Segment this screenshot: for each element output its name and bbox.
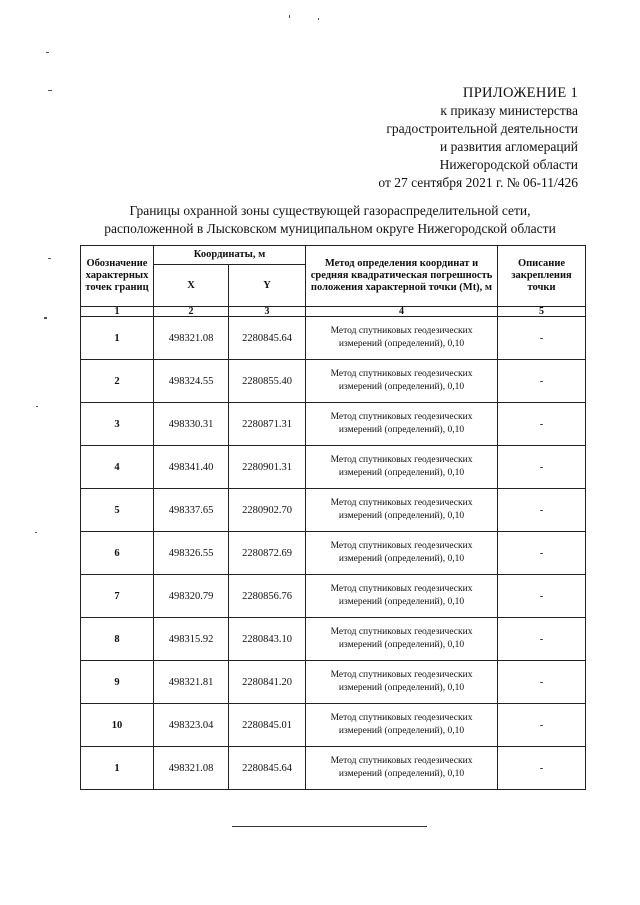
table-row (81, 661, 586, 704)
scan-speck (318, 18, 319, 20)
coord-x: 498326.55 (154, 532, 229, 575)
coord-y: 2280841.20 (229, 661, 306, 704)
header-method: Метод определения координат и средняя квадратическая погрешность положения характерной точки (Mt), м (306, 246, 498, 307)
point-number: 5 (81, 489, 154, 532)
method-cell: Метод спутниковых геодезических измерений (определений), 0,10 (306, 747, 498, 790)
coord-y: 2280845.01 (229, 704, 306, 747)
coord-x: 498321.08 (154, 317, 229, 360)
description-cell: - (498, 704, 586, 747)
coord-x: 498341.40 (154, 446, 229, 489)
description-cell: - (498, 360, 586, 403)
point-number: 2 (81, 360, 154, 403)
method-cell: Метод спутниковых геодезических измерений (определений), 0,10 (306, 360, 498, 403)
document-title (60, 202, 600, 238)
coord-y: 2280872.69 (229, 532, 306, 575)
header-y: Y (229, 265, 306, 307)
scan-speck (289, 15, 290, 18)
coord-x: 498320.79 (154, 575, 229, 618)
description-cell: - (498, 403, 586, 446)
description-cell: - (498, 317, 586, 360)
header-description: Описание закрепления точки (498, 246, 586, 307)
point-number: 4 (81, 446, 154, 489)
title-line: расположенной в Лысковском муниципальном округе Нижегородской области (104, 221, 556, 236)
table-row (81, 446, 586, 489)
point-number: 7 (81, 575, 154, 618)
appendix-block (278, 84, 578, 192)
description-cell: - (498, 747, 586, 790)
method-cell: Метод спутниковых геодезических измерений (определений), 0,10 (306, 704, 498, 747)
table-row (81, 618, 586, 661)
appendix-order-date: от 27 сентября 2021 г. № 06-11/426 (378, 175, 578, 190)
header-x: X (154, 265, 229, 307)
point-number: 1 (81, 317, 154, 360)
scan-speck (36, 406, 38, 407)
coord-y: 2280901.31 (229, 446, 306, 489)
coord-x: 498315.92 (154, 618, 229, 661)
table-row (81, 704, 586, 747)
coord-y: 2280843.10 (229, 618, 306, 661)
appendix-heading: ПРИЛОЖЕНИЕ 1 (462, 85, 578, 101)
method-cell: Метод спутниковых геодезических измерений (определений), 0,10 (306, 446, 498, 489)
description-cell: - (498, 532, 586, 575)
scan-speck (46, 52, 49, 53)
scan-speck (48, 90, 52, 91)
coord-x: 498330.31 (154, 403, 229, 446)
point-number: 8 (81, 618, 154, 661)
column-number-row (81, 307, 586, 317)
table-row (81, 489, 586, 532)
method-cell: Метод спутниковых геодезических измерений (определений), 0,10 (306, 618, 498, 661)
column-number: 4 (306, 307, 498, 317)
method-cell: Метод спутниковых геодезических измерений (определений), 0,10 (306, 575, 498, 618)
coord-x: 498337.65 (154, 489, 229, 532)
title-line: Границы охранной зоны существующей газораспределительной сети, (129, 203, 531, 218)
coord-y: 2280845.64 (229, 747, 306, 790)
point-number: 9 (81, 661, 154, 704)
coord-y: 2280902.70 (229, 489, 306, 532)
appendix-line: Нижегородской области (439, 157, 578, 172)
table-row (81, 317, 586, 360)
closing-rule (232, 826, 427, 827)
description-cell: - (498, 661, 586, 704)
description-cell: - (498, 575, 586, 618)
column-number: 1 (81, 307, 154, 317)
method-cell: Метод спутниковых геодезических измерений (определений), 0,10 (306, 489, 498, 532)
method-cell: Метод спутниковых геодезических измерений (определений), 0,10 (306, 661, 498, 704)
column-number: 3 (229, 307, 306, 317)
point-number: 10 (81, 704, 154, 747)
point-number: 3 (81, 403, 154, 446)
scan-speck (44, 317, 47, 319)
description-cell: - (498, 489, 586, 532)
coord-y: 2280856.76 (229, 575, 306, 618)
coord-y: 2280871.31 (229, 403, 306, 446)
table-row (81, 403, 586, 446)
table-row (81, 532, 586, 575)
appendix-line: к приказу министерства (440, 103, 578, 118)
method-cell: Метод спутниковых геодезических измерений (определений), 0,10 (306, 532, 498, 575)
header-coordinates: Координаты, м (154, 246, 306, 265)
scan-speck (35, 532, 37, 533)
description-cell: - (498, 618, 586, 661)
coord-x: 498321.81 (154, 661, 229, 704)
column-number: 5 (498, 307, 586, 317)
appendix-line: и развития агломераций (439, 139, 578, 154)
coord-y: 2280845.64 (229, 317, 306, 360)
point-number: 6 (81, 532, 154, 575)
header-designation: Обозначение характерных точек границ (81, 246, 154, 307)
table-row (81, 747, 586, 790)
appendix-line: градостроительной деятельности (386, 121, 578, 136)
table-header-row (81, 246, 586, 265)
description-cell: - (498, 446, 586, 489)
method-cell: Метод спутниковых геодезических измерений (определений), 0,10 (306, 403, 498, 446)
table-row (81, 575, 586, 618)
coord-x: 498324.55 (154, 360, 229, 403)
coord-y: 2280855.40 (229, 360, 306, 403)
scan-speck (48, 258, 51, 259)
column-number: 2 (154, 307, 229, 317)
table-row (81, 360, 586, 403)
boundary-points-table (80, 245, 586, 790)
coord-x: 498323.04 (154, 704, 229, 747)
method-cell: Метод спутниковых геодезических измерений (определений), 0,10 (306, 317, 498, 360)
point-number: 1 (81, 747, 154, 790)
coord-x: 498321.08 (154, 747, 229, 790)
